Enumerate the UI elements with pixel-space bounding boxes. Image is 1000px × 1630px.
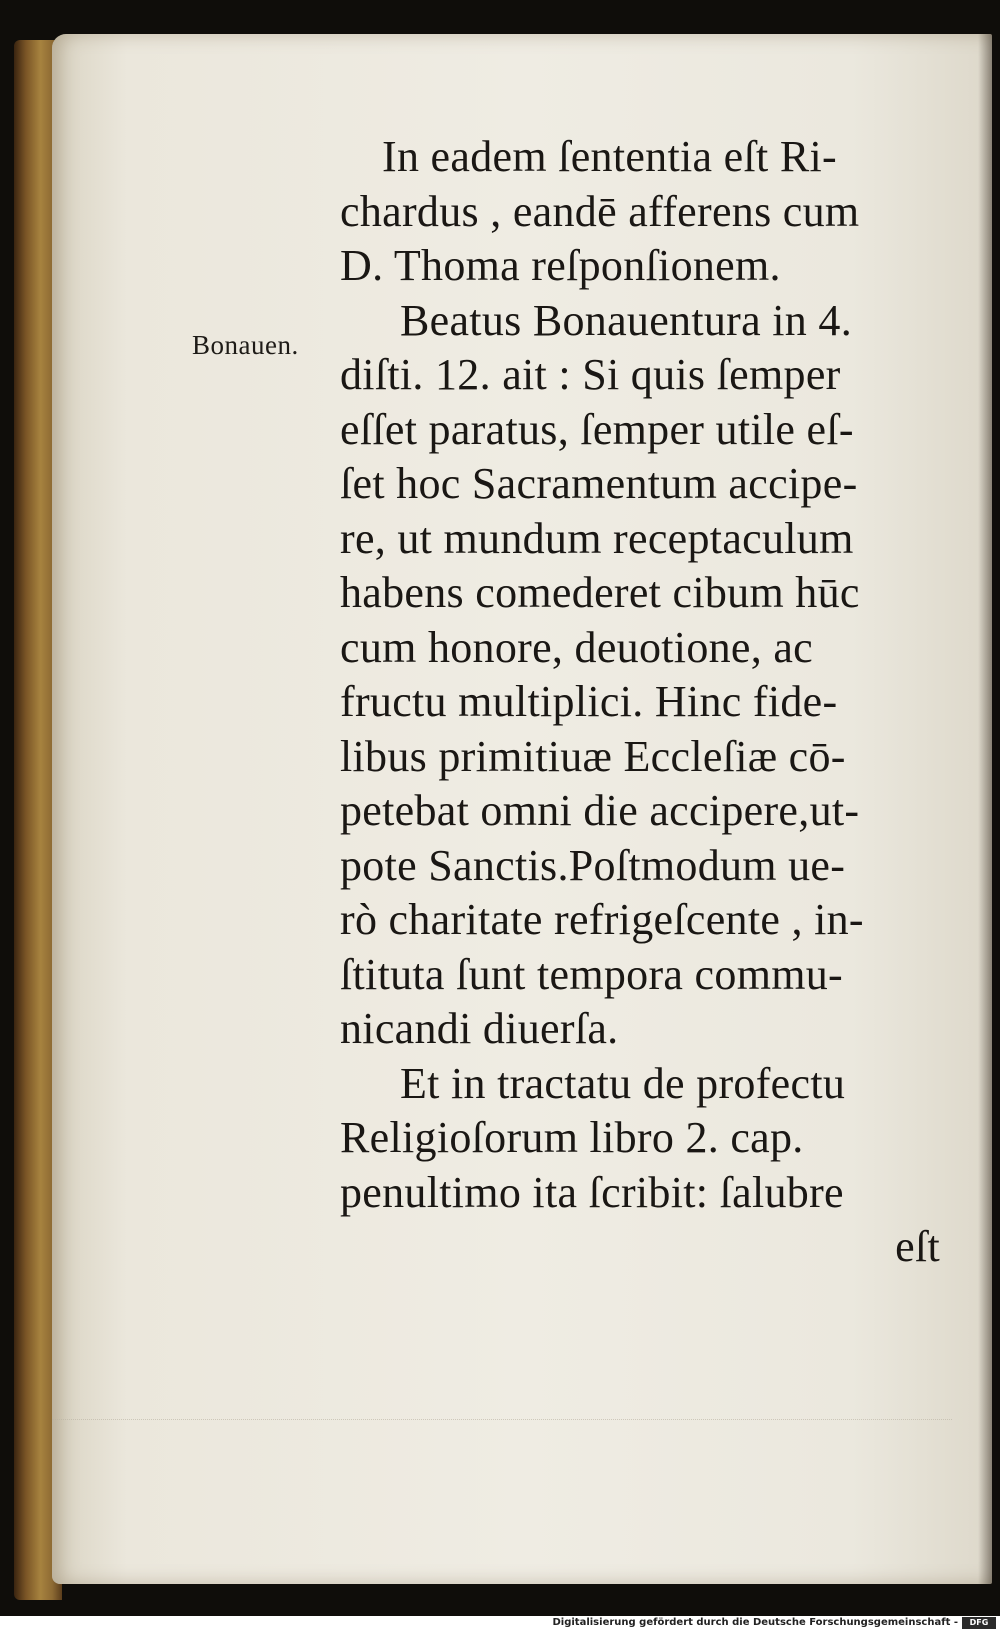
text-line: rò charitate refrigeſcente , in- [340,895,864,944]
digitization-footer [0,1616,1000,1630]
text-line: cum honore, deuotione, ac [340,622,814,672]
text-line: eſſet paratus, ſemper utile eſ- [340,404,854,454]
paper-chain-lines [52,1419,952,1432]
text-line: penultimo ita ſcribit: ſalubre [340,1167,844,1217]
text-line: re, ut mundum receptaculum [340,513,854,563]
text-line: chardus , eandē afferens cum [340,186,860,236]
footer-credit: Digitalisierung gefördert durch die Deutsche Forschungsgemeinschaft - [552,1617,958,1628]
text-line: nicandi diuerſa. [340,1004,619,1053]
text-line: libus primitiuæ Eccleſiæ cō- [340,731,846,781]
text-line: ſet hoc Sacramentum accipe- [340,459,858,508]
margin-note: Bonauen. [192,330,299,360]
text-line: pote Sanctis.Poſtmodum ue- [340,840,846,890]
body-text [340,130,940,1275]
gutter-shadow [978,34,992,1584]
text-line: Et in tractatu de profectu [400,1058,846,1108]
text-line: Religioſorum libro 2. cap. [340,1113,804,1162]
text-line: In eadem ſententia eſt Ri- [382,132,837,181]
text-line: habens comederet cibum hūc [340,568,860,617]
catchword: eſt [895,1222,940,1271]
text-line: diſti. 12. ait : Si quis ſemper [340,350,841,399]
text-line: Beatus Bonauentura in 4. [400,295,852,345]
dfg-logo: DFG [962,1617,996,1629]
text-line: petebat omni die accipere,ut- [340,786,860,835]
text-line: fructu multiplici. Hinc fide- [340,677,838,726]
text-line: ſtituta ſunt tempora commu- [340,949,843,999]
text-line: D. Thoma reſponſionem. [340,241,781,290]
